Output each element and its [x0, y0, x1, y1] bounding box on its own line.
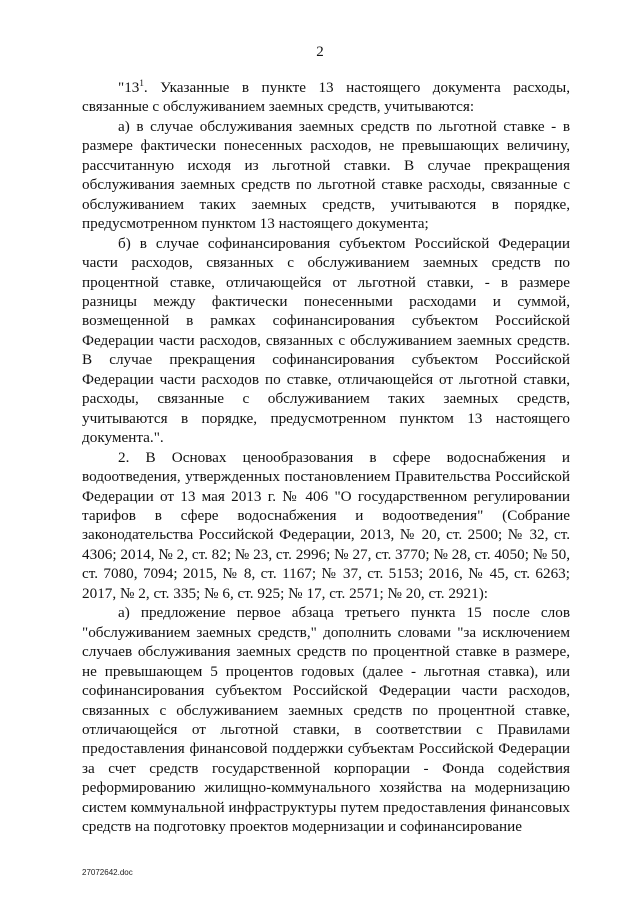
- footer-filename: 27072642.doc: [82, 868, 133, 877]
- page-number: 2: [316, 44, 324, 60]
- paragraph-13-1-start: "13: [118, 79, 140, 96]
- paragraph-13-1: [82, 78, 570, 117]
- paragraph-item-b: б) в случае софинансирования субъектом Российской Федерации части расходов, связанных с обслуживанием заемных средств по процентной ставке, отличающейся от льготной ставки, - в размере разницы между фактически понесенными расходами и суммой, возмещенной в рамках софинансирования субъектом Российской Федерации части расходов, связанных с обслуживанием заемных средств. В случае прекращения софинансирования субъектом Российской Федерации части расходов по ставке, отличающейся от льготной ставки, расходы, связанные с обслуживанием таких заемных средств, учитываются в порядке, предусмотренном пунктом 13 настоящего документа.".: [82, 234, 570, 447]
- paragraph-13-1-text: . Указанные в пункте 13 настоящего документа расходы, связанные с обслуживанием заемных средств, учитываются:: [82, 79, 570, 116]
- paragraph-item-a: а) в случае обслуживания заемных средств по льготной ставке - в размере фактически понесенных расходов, не превышающих величину, рассчитанную исходя из льготной ставки. В случае прекращения обслуживания заемных средств по льготной ставке расходы, связанные с обслуживанием таких заемных средств, учитываются в порядке, предусмотренном пунктом 13 настоящего документа;: [82, 117, 570, 233]
- paragraph-section-2-item-a: а) предложение первое абзаца третьего пункта 15 после слов "обслуживанием заемных средств," дополнить словами "за исключением случаев обслуживания заемных средств по процентной ставке в размере, не превышающем 5 процентов годовых (далее - льготная ставка), или софинансирования субъектом Российской Федерации части расходов, связанных с обслуживанием заемных средств по процентной ставке, отличающейся от льготной ставки, в соответствии с Правилами предоставления финансовой поддержки субъектам Российской Федерации за счет средств государственной корпорации - Фонда содействия реформированию жилищно-коммунального хозяйства на модернизацию систем коммунальной инфраструктуры путем предоставления финансовых средств на подготовку проектов модернизации и софинансирование: [82, 604, 570, 836]
- superscript-1: 1: [139, 78, 144, 88]
- document-body: [82, 78, 570, 837]
- paragraph-section-2: 2. В Основах ценообразования в сфере водоснабжения и водоотведения, утвержденных постановлением Правительства Российской Федерации от 13 мая 2013 г. № 406 "О государственном регулировании тарифов в сфере водоснабжения и водоотведения" (Собрание законодательства Российской Федерации, 2013, № 20, ст. 2500; № 32, ст. 4306; 2014, № 2, ст. 82; № 23, ст. 2996; № 27, ст. 3770; № 28, ст. 4050; № 50, ст. 7080, 7094; 2015, № 8, ст. 1167; № 37, ст. 5153; 2016, № 45, ст. 6263; 2017, № 2, ст. 335; № 6, ст. 925; № 17, ст. 2571; № 20, ст. 2921):: [82, 448, 571, 602]
